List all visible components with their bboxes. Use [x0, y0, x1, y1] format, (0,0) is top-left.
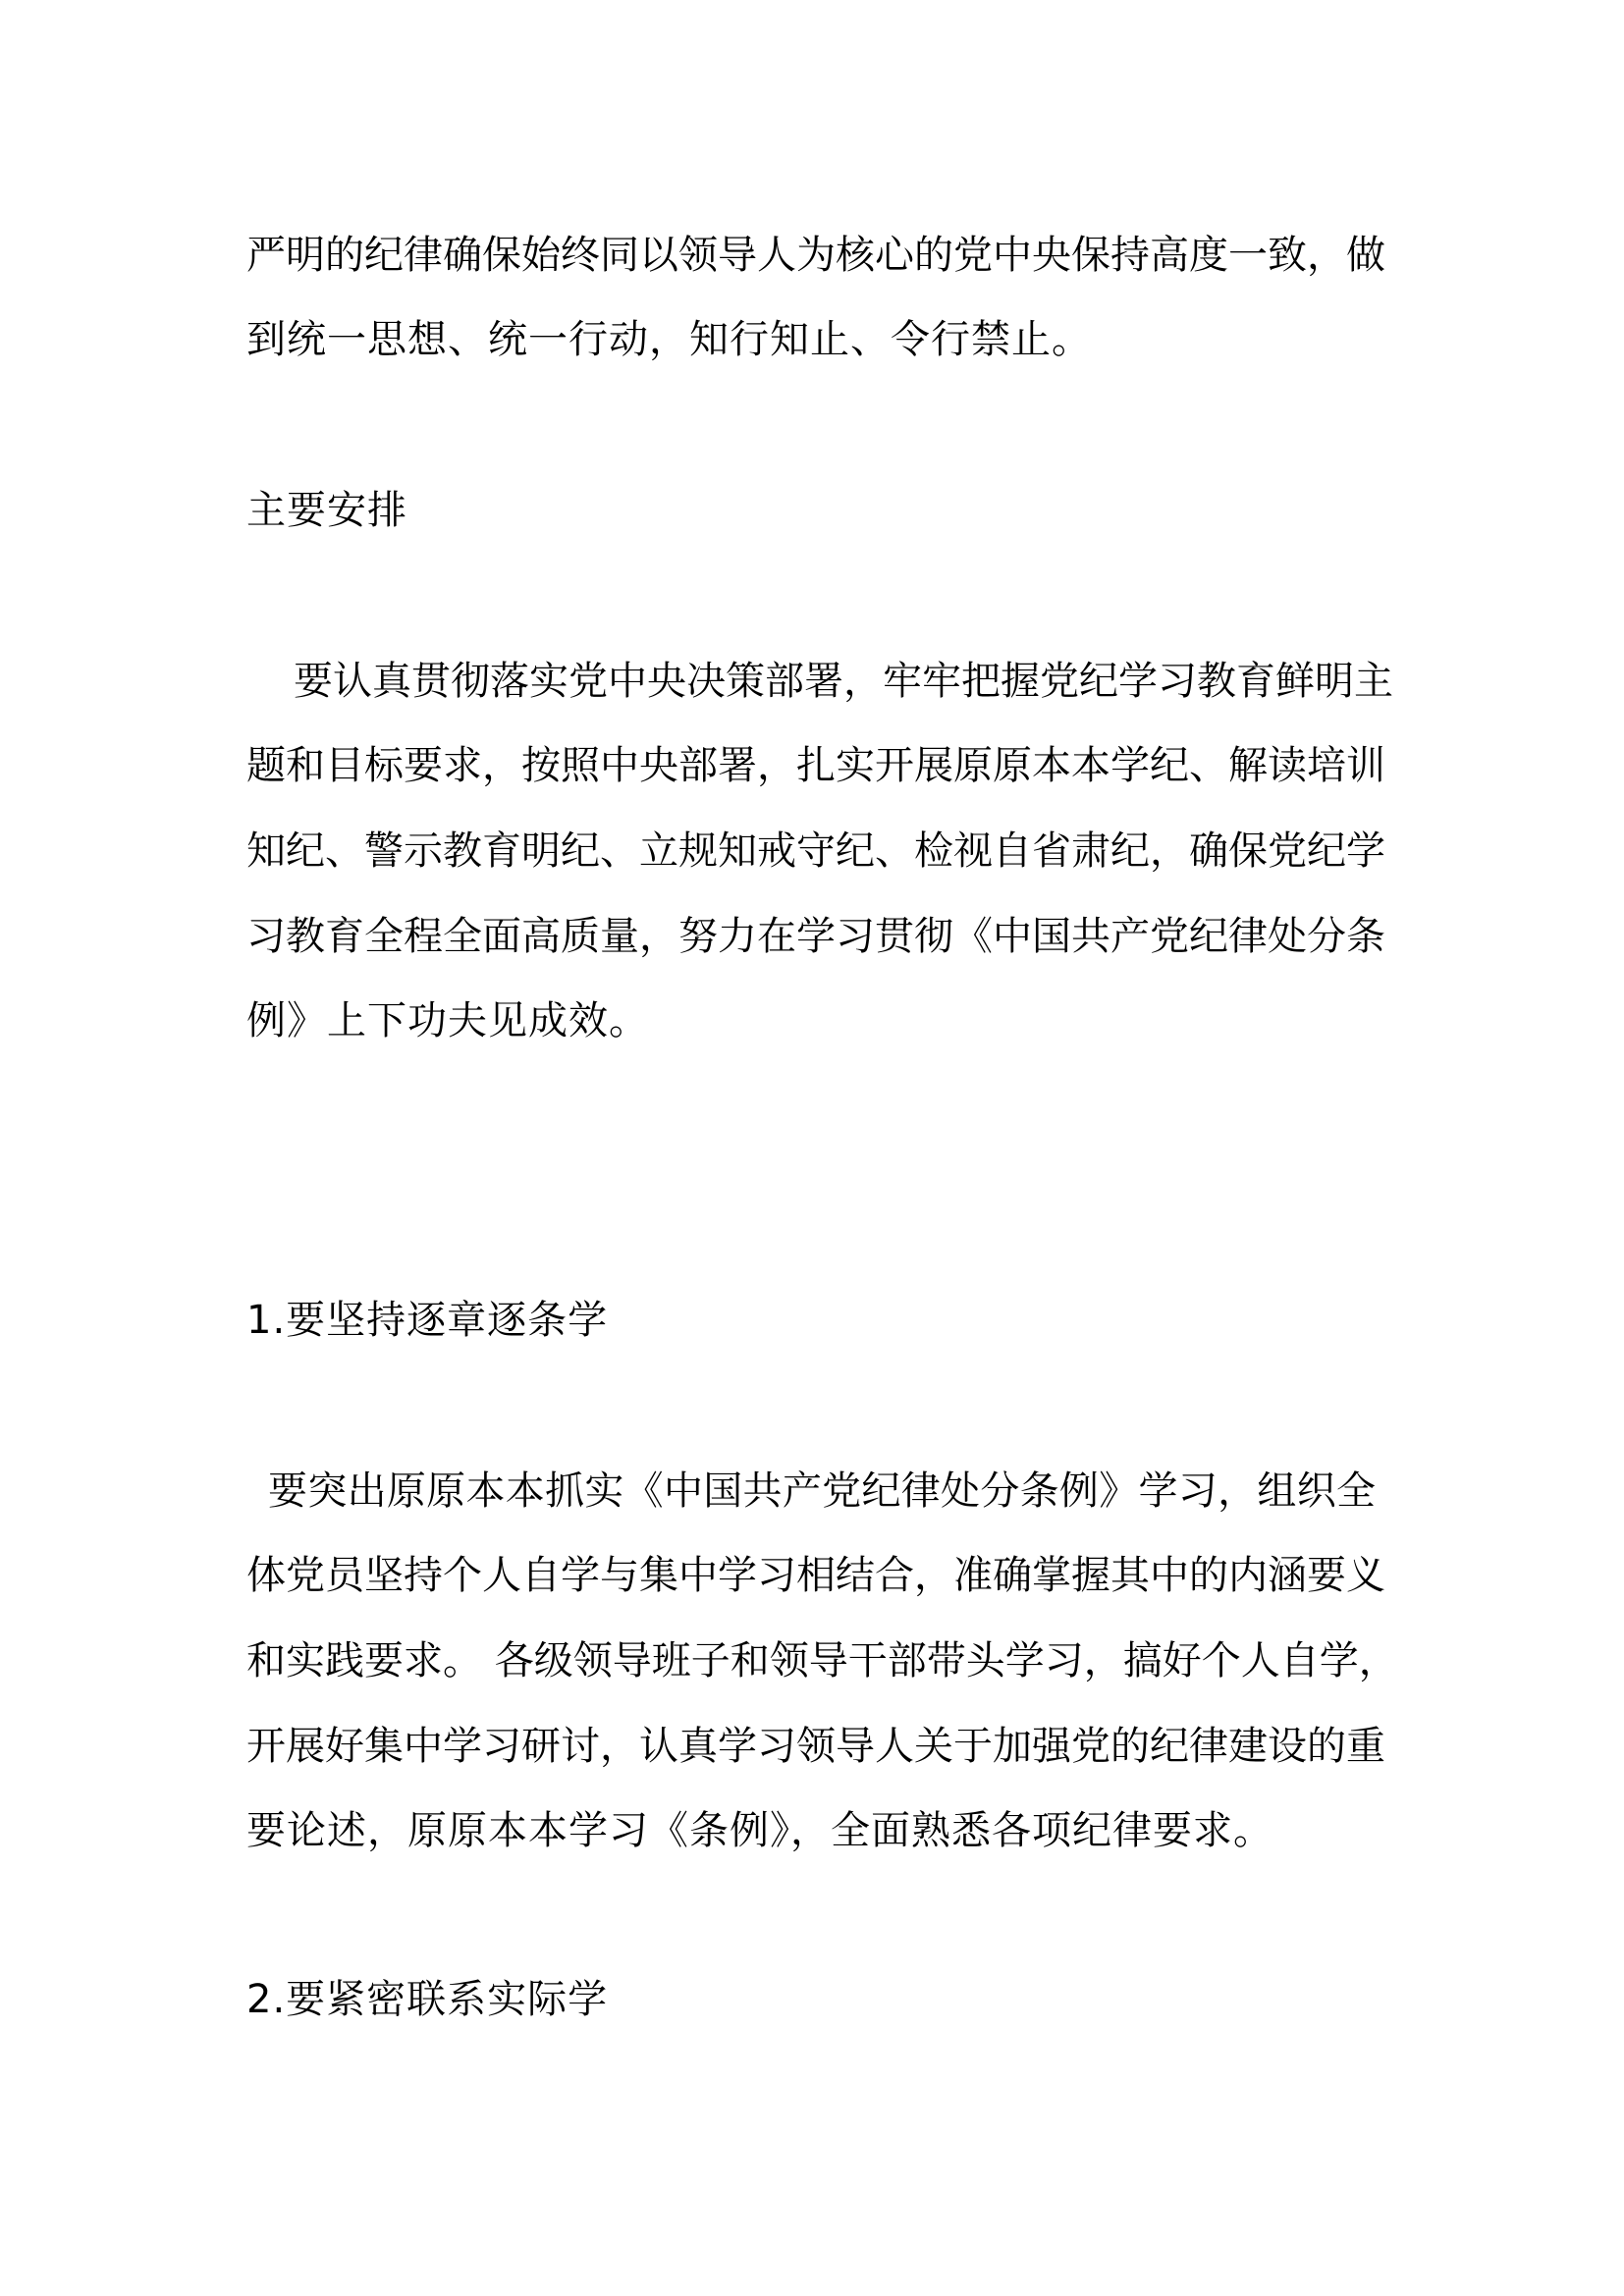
main-para-line-2: 题和目标要求，按照中央部署，扎实开展原原本本学纪、解读培训: [246, 743, 1385, 788]
section-1-line-2: 体党员坚持个人自学与集中学习相结合，准确掌握其中的内涵要义: [246, 1553, 1385, 1598]
section-1-line-1: 要突出原原本本抓实《中国共产党纪律处分条例》学习，组织全: [268, 1468, 1376, 1514]
section-heading-main-arrangements: 主要安排: [246, 488, 407, 533]
section-1-line-3: 和实践要求。 各级领导班子和领导干部带头学习，搞好个人自学，: [246, 1638, 1398, 1683]
main-para-line-4: 习教育全程全面高质量，努力在学习贯彻《中国共产党纪律处分条: [246, 914, 1385, 959]
main-para-line-3: 知纪、警示教育明纪、立规知戒守纪、检视自省肃纪，确保党纪学: [246, 828, 1385, 874]
intro-line-1: 严明的纪律确保始终同以领导人为核心的党中央保持高度一致，做: [246, 233, 1385, 278]
section-1-line-5: 要论述，原原本本学习《条例》，全面熟悉各项纪律要求。: [246, 1808, 1273, 1853]
section-1-line-4: 开展好集中学习研讨，认真学习领导人关于加强党的纪律建设的重: [246, 1724, 1385, 1769]
main-para-line-5: 例》上下功夫见成效。: [246, 998, 649, 1043]
section-heading-2: 2.要紧密联系实际学: [246, 1977, 609, 2022]
intro-line-2: 到统一思想、统一行动，知行知止、令行禁止。: [246, 317, 1092, 362]
section-heading-1: 1.要坚持逐章逐条学: [246, 1298, 609, 1343]
main-para-line-1: 要认真贯彻落实党中央决策部署，牢牢把握党纪学习教育鲜明主: [294, 659, 1393, 704]
